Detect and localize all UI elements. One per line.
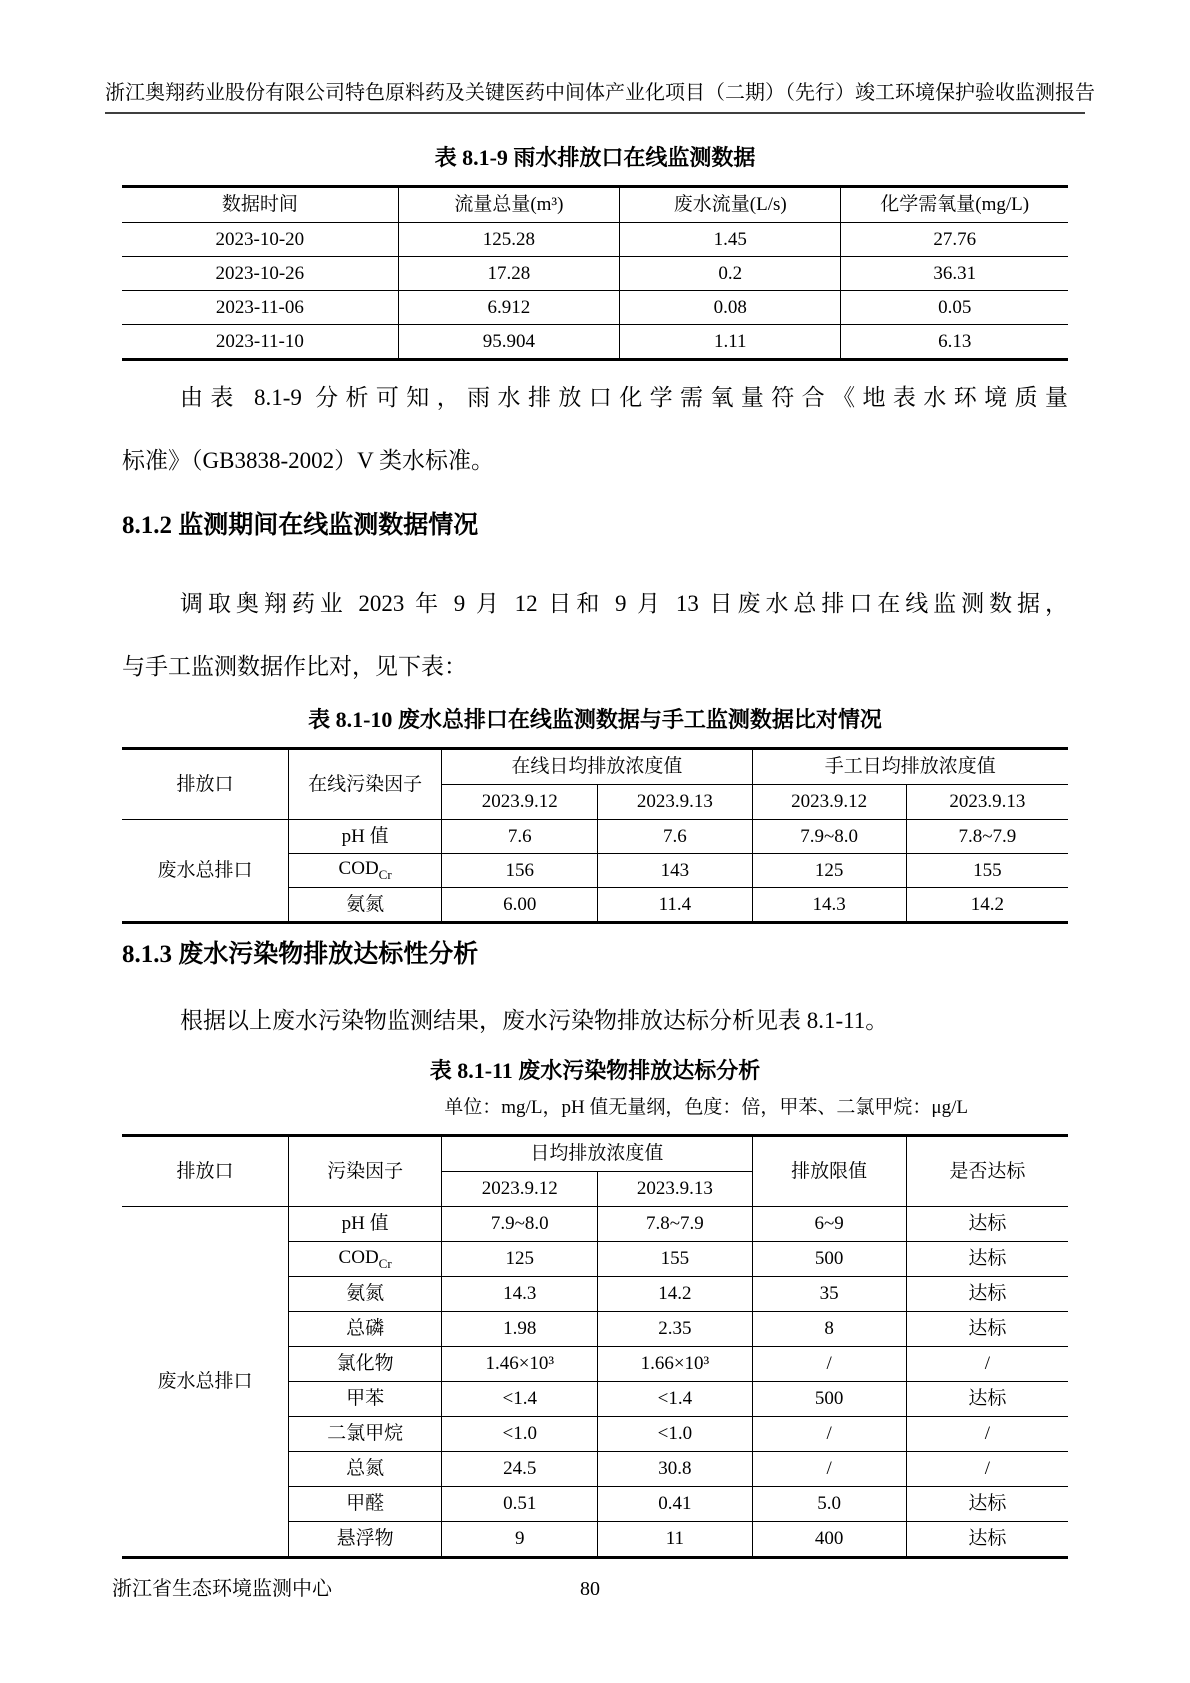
cell-value: 155 bbox=[598, 1242, 752, 1277]
cell-factor: 甲苯 bbox=[288, 1382, 441, 1417]
cell-limit: 5.0 bbox=[752, 1487, 906, 1522]
cell-compliance: 达标 bbox=[906, 1487, 1068, 1522]
cell-value: 7.8~7.9 bbox=[598, 1207, 752, 1242]
cell-value: 27.76 bbox=[841, 223, 1068, 257]
cell-value: 36.31 bbox=[841, 257, 1068, 291]
cell-compliance: / bbox=[906, 1417, 1068, 1452]
cell-factor: $COD_{Cr}$ bbox=[288, 1242, 441, 1277]
cell-factor: 二氯甲烷 bbox=[288, 1417, 441, 1452]
cell-value: 7.9~8.0 bbox=[442, 1207, 598, 1242]
cell-value: 0.41 bbox=[598, 1487, 752, 1522]
cell-factor: pH 值 bbox=[288, 1207, 441, 1242]
cell-value: 7.6 bbox=[442, 820, 598, 854]
cell-factor: pH 值 bbox=[288, 820, 441, 854]
cell-value: <1.4 bbox=[442, 1382, 598, 1417]
column-header-date: 2023.9.13 bbox=[598, 785, 752, 820]
footer-organization: 浙江省生态环境监测中心 bbox=[112, 1578, 332, 1600]
cell-value: 14.2 bbox=[906, 888, 1068, 923]
cell-limit: 400 bbox=[752, 1522, 906, 1558]
table-header-row bbox=[122, 187, 1068, 223]
cell-date: 2023-11-06 bbox=[122, 291, 398, 325]
table9-title: 表 8.1-9 雨水排放口在线监测数据 bbox=[434, 145, 756, 170]
cell-value: 155 bbox=[906, 854, 1068, 888]
cell-value: <1.0 bbox=[442, 1417, 598, 1452]
cell-value: 0.05 bbox=[841, 291, 1068, 325]
cell-limit: / bbox=[752, 1417, 906, 1452]
cell-outlet: 废水总排口 bbox=[122, 1207, 288, 1558]
table-header-row bbox=[122, 1136, 1068, 1172]
units-note: 单位：mg/L，pH 值无量纲，色度：倍，甲苯、二氯甲烷：μg/L bbox=[444, 1097, 968, 1118]
cell-compliance: / bbox=[906, 1347, 1068, 1382]
table-row bbox=[122, 223, 1068, 257]
paragraph-8-1-3 bbox=[122, 989, 1068, 1052]
cell-value: 17.28 bbox=[398, 257, 619, 291]
cell-factor: 氨氮 bbox=[288, 1277, 441, 1312]
cell-outlet: 废水总排口 bbox=[122, 820, 288, 923]
paragraph-8-1-2 bbox=[122, 572, 1068, 698]
cell-value: 125 bbox=[752, 854, 906, 888]
cell-value: 1.66×10³ bbox=[598, 1347, 752, 1382]
cell-value: 1.45 bbox=[620, 223, 841, 257]
column-header-date: 2023.9.12 bbox=[752, 785, 906, 820]
column-header-factor: 污染因子 bbox=[288, 1136, 441, 1207]
wastewater-compliance-table bbox=[122, 1134, 1068, 1559]
cell-value: <1.4 bbox=[598, 1382, 752, 1417]
cell-compliance: 达标 bbox=[906, 1277, 1068, 1312]
column-header-daily: 日均排放浓度值 bbox=[442, 1136, 752, 1172]
cell-value: 95.904 bbox=[398, 325, 619, 360]
table-row bbox=[122, 820, 1068, 854]
cell-factor: 甲醛 bbox=[288, 1487, 441, 1522]
column-header-online: 在线日均排放浓度值 bbox=[442, 749, 752, 785]
cell-value: 6.912 bbox=[398, 291, 619, 325]
cell-value: 125.28 bbox=[398, 223, 619, 257]
column-header-limit: 排放限值 bbox=[752, 1136, 906, 1207]
table-row bbox=[122, 291, 1068, 325]
cell-value: 1.98 bbox=[442, 1312, 598, 1347]
paragraph-line: 根据以上废水污染物监测结果，废水污染物排放达标分析见表 8.1-11。 bbox=[180, 1008, 889, 1033]
cell-limit: 500 bbox=[752, 1382, 906, 1417]
paragraph-line: 与手工监测数据作比对，见下表： bbox=[122, 654, 467, 679]
column-header: 化学需氧量(mg/L) bbox=[841, 187, 1068, 223]
column-header-outlet: 排放口 bbox=[122, 1136, 288, 1207]
column-header-date: 2023.9.13 bbox=[906, 785, 1068, 820]
cell-value: 9 bbox=[442, 1522, 598, 1558]
cell-value: 1.11 bbox=[620, 325, 841, 360]
cell-limit: 500 bbox=[752, 1242, 906, 1277]
cell-limit: 6~9 bbox=[752, 1207, 906, 1242]
cell-value: 125 bbox=[442, 1242, 598, 1277]
cell-value: 7.8~7.9 bbox=[906, 820, 1068, 854]
rainwater-monitoring-table bbox=[122, 185, 1068, 361]
cell-factor: $COD_{Cr}$ bbox=[288, 854, 441, 888]
cell-value: <1.0 bbox=[598, 1417, 752, 1452]
cell-compliance: 达标 bbox=[906, 1522, 1068, 1558]
column-header-date: 2023.9.12 bbox=[442, 1172, 598, 1207]
page-number: 80 bbox=[580, 1578, 600, 1600]
cell-compliance: 达标 bbox=[906, 1242, 1068, 1277]
cell-value: 143 bbox=[598, 854, 752, 888]
page-header: 浙江奥翔药业股份有限公司特色原料药及关键医药中间体产业化项目（二期）（先行）竣工环境保护验收监测报告 bbox=[105, 0, 1085, 114]
cell-value: 24.5 bbox=[442, 1452, 598, 1487]
paragraph-line: 标准》（GB3838-2002）V 类水标准。 bbox=[122, 448, 495, 473]
cell-date: 2023-10-26 bbox=[122, 257, 398, 291]
cell-factor: 总磷 bbox=[288, 1312, 441, 1347]
column-header: 流量总量(m³) bbox=[398, 187, 619, 223]
cell-value: 30.8 bbox=[598, 1452, 752, 1487]
cell-compliance: 达标 bbox=[906, 1382, 1068, 1417]
table-header-row bbox=[122, 749, 1068, 785]
column-header-outlet: 排放口 bbox=[122, 749, 288, 820]
paragraph-line: 调取奥翔药业 2023 年 9 月 12 日和 9 月 13 日废水总排口在线监测数据， bbox=[180, 591, 1068, 616]
cell-factor: 氯化物 bbox=[288, 1347, 441, 1382]
column-header: 数据时间 bbox=[122, 187, 398, 223]
cell-value: 6.00 bbox=[442, 888, 598, 923]
cell-value: 0.08 bbox=[620, 291, 841, 325]
column-header-date: 2023.9.12 bbox=[442, 785, 598, 820]
cell-value: 0.2 bbox=[620, 257, 841, 291]
online-vs-manual-comparison-table bbox=[122, 747, 1068, 924]
cell-value: 14.3 bbox=[752, 888, 906, 923]
cell-value: 0.51 bbox=[442, 1487, 598, 1522]
cell-value: 6.13 bbox=[841, 325, 1068, 360]
cell-value: 14.2 bbox=[598, 1277, 752, 1312]
cell-value: 14.3 bbox=[442, 1277, 598, 1312]
column-header-manual: 手工日均排放浓度值 bbox=[752, 749, 1068, 785]
cell-value: 7.9~8.0 bbox=[752, 820, 906, 854]
paragraph-line: 由表 8.1-9 分析可知，雨水排放口化学需氧量符合《地表水环境质量 bbox=[180, 385, 1068, 410]
table11-title: 表 8.1-11 废水污染物排放达标分析 bbox=[429, 1058, 761, 1083]
cell-value: 7.6 bbox=[598, 820, 752, 854]
cell-date: 2023-11-10 bbox=[122, 325, 398, 360]
cell-limit: / bbox=[752, 1347, 906, 1382]
cell-compliance: 达标 bbox=[906, 1207, 1068, 1242]
table10-title: 表 8.1-10 废水总排口在线监测数据与手工监测数据比对情况 bbox=[308, 707, 882, 732]
cell-limit: 35 bbox=[752, 1277, 906, 1312]
cell-value: 11.4 bbox=[598, 888, 752, 923]
cell-value: 2.35 bbox=[598, 1312, 752, 1347]
cell-compliance: / bbox=[906, 1452, 1068, 1487]
column-header-compliance: 是否达标 bbox=[906, 1136, 1068, 1207]
table-row bbox=[122, 325, 1068, 360]
section-heading-8-1-3: 8.1.3 废水污染物排放达标性分析 bbox=[122, 941, 479, 968]
section-heading-8-1-2: 8.1.2 监测期间在线监测数据情况 bbox=[122, 512, 479, 539]
cell-limit: 8 bbox=[752, 1312, 906, 1347]
table-row bbox=[122, 1207, 1068, 1242]
cell-factor: 悬浮物 bbox=[288, 1522, 441, 1558]
cell-limit: / bbox=[752, 1452, 906, 1487]
cell-value: 156 bbox=[442, 854, 598, 888]
column-header-factor: 在线污染因子 bbox=[288, 749, 441, 820]
cell-factor: 总氮 bbox=[288, 1452, 441, 1487]
cell-value: 11 bbox=[598, 1522, 752, 1558]
table-row bbox=[122, 257, 1068, 291]
cell-value: 1.46×10³ bbox=[442, 1347, 598, 1382]
cell-compliance: 达标 bbox=[906, 1312, 1068, 1347]
cell-date: 2023-10-20 bbox=[122, 223, 398, 257]
paragraph-table9-analysis bbox=[122, 366, 1068, 492]
column-header-date: 2023.9.13 bbox=[598, 1172, 752, 1207]
page-footer bbox=[112, 1576, 1068, 1602]
cell-factor: 氨氮 bbox=[288, 888, 441, 923]
column-header: 废水流量(L/s) bbox=[620, 187, 841, 223]
